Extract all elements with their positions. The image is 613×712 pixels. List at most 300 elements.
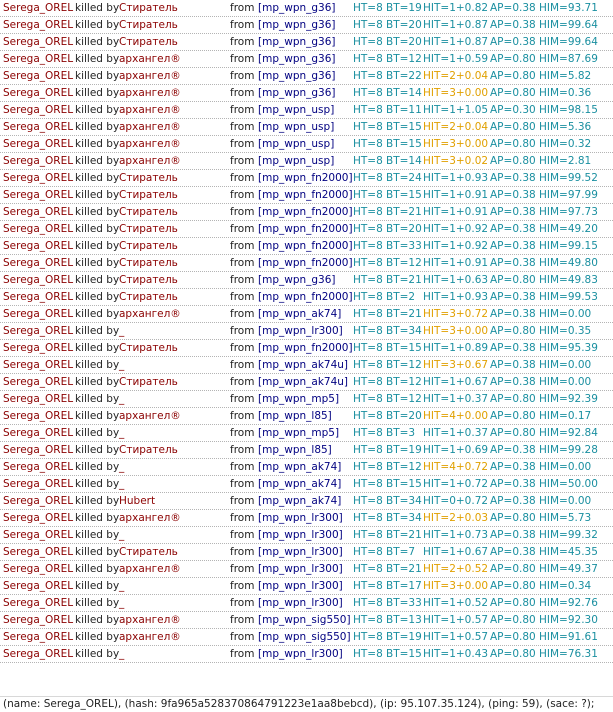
- hit-value: HIT=1+1.05: [423, 104, 489, 116]
- from-label: from: [230, 427, 255, 439]
- log-row: [0, 357, 613, 374]
- from-label: from: [230, 461, 255, 473]
- killer-name: Стиратель: [119, 376, 178, 388]
- killer-name: _: [119, 597, 125, 609]
- ap-value: AP=0.80: [490, 87, 536, 99]
- from-label: from: [230, 138, 255, 150]
- ht-value: HT=8: [353, 257, 383, 269]
- ht-value: HT=8: [353, 478, 383, 490]
- killed-by-label: killed by: [75, 240, 120, 252]
- weapon-name: [mp_wpn_l85]: [258, 444, 332, 456]
- log-row: [0, 595, 613, 612]
- him-value: HIM=0.00: [539, 461, 592, 473]
- weapon-name: [mp_wpn_ak74]: [258, 478, 342, 490]
- log-row: [0, 544, 613, 561]
- him-value: HIM=99.15: [539, 240, 598, 252]
- bt-value: BT=15: [386, 478, 422, 490]
- killer-name: Стиратель: [119, 291, 178, 303]
- from-label: from: [230, 546, 255, 558]
- him-value: HIM=5.36: [539, 121, 592, 133]
- hit-value: HIT=1+0.93: [423, 291, 489, 303]
- weapon-name: [mp_wpn_sig550]: [258, 631, 351, 643]
- victim-name: Serega_OREL: [3, 580, 74, 592]
- bt-value: BT=20: [386, 19, 422, 31]
- him-value: HIM=0.00: [539, 376, 592, 388]
- victim-name: Serega_OREL: [3, 597, 74, 609]
- him-value: HIM=99.53: [539, 291, 598, 303]
- killer-name: _: [119, 359, 125, 371]
- hit-value: HIT=1+0.73: [423, 529, 489, 541]
- log-row: [0, 272, 613, 289]
- ap-value: AP=0.38: [490, 189, 536, 201]
- ap-value: AP=0.38: [490, 2, 536, 14]
- him-value: HIM=0.00: [539, 495, 592, 507]
- weapon-name: [mp_wpn_g36]: [258, 2, 336, 14]
- victim-name: Serega_OREL: [3, 648, 74, 660]
- from-label: from: [230, 121, 255, 133]
- killer-name: Стиратель: [119, 206, 178, 218]
- log-row: [0, 34, 613, 51]
- weapon-name: [mp_wpn_l85]: [258, 410, 332, 422]
- killer-name: _: [119, 648, 125, 660]
- him-value: HIM=0.00: [539, 308, 592, 320]
- weapon-name: [mp_wpn_mp5]: [258, 427, 340, 439]
- ap-value: AP=0.80: [490, 512, 536, 524]
- ap-value: AP=0.38: [490, 172, 536, 184]
- hit-value: HIT=1+0.57: [423, 614, 489, 626]
- bt-value: BT=2: [386, 291, 416, 303]
- killed-by-label: killed by: [75, 172, 120, 184]
- killed-by-label: killed by: [75, 461, 120, 473]
- weapon-name: [mp_wpn_fn2000]: [258, 257, 353, 269]
- victim-name: Serega_OREL: [3, 121, 74, 133]
- him-value: HIM=93.71: [539, 2, 598, 14]
- log-row: [0, 323, 613, 340]
- killer-name: _: [119, 580, 125, 592]
- killed-by-label: killed by: [75, 529, 120, 541]
- hit-value: HIT=1+0.72: [423, 478, 489, 490]
- him-value: HIM=49.80: [539, 257, 598, 269]
- killer-name: Стиратель: [119, 223, 178, 235]
- killer-name: Стиратель: [119, 240, 178, 252]
- him-value: HIM=97.99: [539, 189, 598, 201]
- from-label: from: [230, 172, 255, 184]
- bt-value: BT=11: [386, 104, 422, 116]
- ht-value: HT=8: [353, 512, 383, 524]
- bt-value: BT=34: [386, 512, 422, 524]
- killed-by-label: killed by: [75, 274, 120, 286]
- ap-value: AP=0.38: [490, 495, 536, 507]
- weapon-name: [mp_wpn_lr300]: [258, 512, 343, 524]
- from-label: from: [230, 104, 255, 116]
- killed-by-label: killed by: [75, 308, 120, 320]
- victim-name: Serega_OREL: [3, 223, 74, 235]
- bt-value: BT=21: [386, 563, 422, 575]
- log-row: [0, 425, 613, 442]
- ht-value: HT=8: [353, 291, 383, 303]
- ht-value: HT=8: [353, 529, 383, 541]
- ht-value: HT=8: [353, 172, 383, 184]
- him-value: HIM=45.35: [539, 546, 598, 558]
- killer-name: архангел®: [119, 308, 181, 320]
- killer-name: архангел®: [119, 563, 181, 575]
- from-label: from: [230, 580, 255, 592]
- killer-name: Стиратель: [119, 2, 178, 14]
- ht-value: HT=8: [353, 410, 383, 422]
- victim-name: Serega_OREL: [3, 342, 74, 354]
- hit-value: HIT=1+0.37: [423, 393, 489, 405]
- bt-value: BT=12: [386, 376, 422, 388]
- victim-name: Serega_OREL: [3, 19, 74, 31]
- ht-value: HT=8: [353, 444, 383, 456]
- ap-value: AP=0.80: [490, 410, 536, 422]
- killed-by-label: killed by: [75, 393, 120, 405]
- bt-value: BT=19: [386, 2, 422, 14]
- log-row: [0, 459, 613, 476]
- killer-name: архангел®: [119, 121, 181, 133]
- from-label: from: [230, 308, 255, 320]
- ht-value: HT=8: [353, 597, 383, 609]
- from-label: from: [230, 478, 255, 490]
- victim-name: Serega_OREL: [3, 70, 74, 82]
- from-label: from: [230, 206, 255, 218]
- ht-value: HT=8: [353, 138, 383, 150]
- ht-value: HT=8: [353, 427, 383, 439]
- him-value: HIM=98.15: [539, 104, 598, 116]
- victim-name: Serega_OREL: [3, 206, 74, 218]
- log-row: [0, 136, 613, 153]
- him-value: HIM=97.73: [539, 206, 598, 218]
- ht-value: HT=8: [353, 189, 383, 201]
- ap-value: AP=0.80: [490, 155, 536, 167]
- hit-value: HIT=3+0.00: [423, 138, 489, 150]
- hit-value: HIT=1+0.67: [423, 376, 489, 388]
- from-label: from: [230, 648, 255, 660]
- weapon-name: [mp_wpn_mp5]: [258, 393, 340, 405]
- victim-name: Serega_OREL: [3, 53, 74, 65]
- ap-value: AP=0.38: [490, 308, 536, 320]
- killed-by-label: killed by: [75, 325, 120, 337]
- hit-value: HIT=4+0.72: [423, 461, 489, 473]
- bt-value: BT=12: [386, 359, 422, 371]
- victim-name: Serega_OREL: [3, 155, 74, 167]
- bt-value: BT=20: [386, 410, 422, 422]
- killed-by-label: killed by: [75, 257, 120, 269]
- hit-value: HIT=3+0.72: [423, 308, 489, 320]
- ap-value: AP=0.38: [490, 342, 536, 354]
- bt-value: BT=21: [386, 206, 422, 218]
- killed-by-label: killed by: [75, 155, 120, 167]
- bt-value: BT=21: [386, 529, 422, 541]
- him-value: HIM=91.61: [539, 631, 598, 643]
- weapon-name: [mp_wpn_g36]: [258, 53, 336, 65]
- killed-by-label: killed by: [75, 495, 120, 507]
- weapon-name: [mp_wpn_lr300]: [258, 325, 343, 337]
- hit-value: HIT=2+0.04: [423, 70, 489, 82]
- from-label: from: [230, 189, 255, 201]
- hit-value: HIT=3+0.67: [423, 359, 489, 371]
- victim-name: Serega_OREL: [3, 308, 74, 320]
- him-value: HIM=92.76: [539, 597, 598, 609]
- him-value: HIM=0.17: [539, 410, 592, 422]
- bt-value: BT=21: [386, 274, 422, 286]
- log-row: [0, 493, 613, 510]
- weapon-name: [mp_wpn_g36]: [258, 19, 336, 31]
- him-value: HIM=95.39: [539, 342, 598, 354]
- ht-value: HT=8: [353, 70, 383, 82]
- ap-value: AP=0.38: [490, 291, 536, 303]
- victim-name: Serega_OREL: [3, 512, 74, 524]
- ap-value: AP=0.38: [490, 359, 536, 371]
- from-label: from: [230, 614, 255, 626]
- killed-by-label: killed by: [75, 104, 120, 116]
- victim-name: Serega_OREL: [3, 614, 74, 626]
- killed-by-label: killed by: [75, 478, 120, 490]
- killer-name: архангел®: [119, 104, 181, 116]
- hit-value: HIT=2+0.04: [423, 121, 489, 133]
- ht-value: HT=8: [353, 53, 383, 65]
- killer-name: архангел®: [119, 631, 181, 643]
- ap-value: AP=0.80: [490, 597, 536, 609]
- hit-value: HIT=1+0.91: [423, 206, 489, 218]
- ap-value: AP=0.38: [490, 19, 536, 31]
- from-label: from: [230, 155, 255, 167]
- bt-value: BT=19: [386, 444, 422, 456]
- killed-by-label: killed by: [75, 359, 120, 371]
- log-row: [0, 238, 613, 255]
- weapon-name: [mp_wpn_g36]: [258, 87, 336, 99]
- from-label: from: [230, 495, 255, 507]
- ap-value: AP=0.80: [490, 53, 536, 65]
- killed-by-label: killed by: [75, 580, 120, 592]
- ht-value: HT=8: [353, 206, 383, 218]
- him-value: HIM=92.84: [539, 427, 598, 439]
- ap-value: AP=0.80: [490, 121, 536, 133]
- victim-name: Serega_OREL: [3, 104, 74, 116]
- weapon-name: [mp_wpn_usp]: [258, 155, 335, 167]
- bt-value: BT=14: [386, 87, 422, 99]
- log-row: [0, 340, 613, 357]
- log-row: [0, 17, 613, 34]
- bt-value: BT=20: [386, 223, 422, 235]
- log-row: [0, 68, 613, 85]
- killed-by-label: killed by: [75, 138, 120, 150]
- victim-name: Serega_OREL: [3, 478, 74, 490]
- log-row: [0, 306, 613, 323]
- ht-value: HT=8: [353, 87, 383, 99]
- bt-value: BT=22: [386, 70, 422, 82]
- log-row: [0, 255, 613, 272]
- ap-value: AP=0.80: [490, 274, 536, 286]
- weapon-name: [mp_wpn_ak74u]: [258, 359, 349, 371]
- him-value: HIM=5.73: [539, 512, 592, 524]
- killer-name: архангел®: [119, 53, 181, 65]
- victim-name: Serega_OREL: [3, 359, 74, 371]
- weapon-name: [mp_wpn_fn2000]: [258, 206, 353, 218]
- victim-name: Serega_OREL: [3, 257, 74, 269]
- killer-name: _: [119, 529, 125, 541]
- victim-name: Serega_OREL: [3, 631, 74, 643]
- weapon-name: [mp_wpn_lr300]: [258, 529, 343, 541]
- hit-value: HIT=1+0.67: [423, 546, 489, 558]
- bt-value: BT=34: [386, 325, 422, 337]
- bt-value: BT=15: [386, 121, 422, 133]
- bt-value: BT=15: [386, 189, 422, 201]
- killer-name: архангел®: [119, 410, 181, 422]
- killed-by-label: killed by: [75, 342, 120, 354]
- weapon-name: [mp_wpn_fn2000]: [258, 189, 353, 201]
- weapon-name: [mp_wpn_lr300]: [258, 597, 343, 609]
- hit-value: HIT=3+0.00: [423, 325, 489, 337]
- hit-value: HIT=1+0.92: [423, 223, 489, 235]
- bt-value: BT=12: [386, 257, 422, 269]
- weapon-name: [mp_wpn_sig550]: [258, 614, 351, 626]
- log-row: [0, 119, 613, 136]
- ht-value: HT=8: [353, 648, 383, 660]
- weapon-name: [mp_wpn_fn2000]: [258, 223, 353, 235]
- log-row: [0, 187, 613, 204]
- log-row: [0, 0, 613, 17]
- killed-by-label: killed by: [75, 291, 120, 303]
- bt-value: BT=14: [386, 155, 422, 167]
- killed-by-label: killed by: [75, 206, 120, 218]
- ap-value: AP=0.80: [490, 70, 536, 82]
- him-value: HIM=0.34: [539, 580, 592, 592]
- from-label: from: [230, 223, 255, 235]
- victim-name: Serega_OREL: [3, 274, 74, 286]
- hit-value: HIT=1+0.82: [423, 2, 489, 14]
- him-value: HIM=76.31: [539, 648, 598, 660]
- victim-name: Serega_OREL: [3, 36, 74, 48]
- from-label: from: [230, 325, 255, 337]
- weapon-name: [mp_wpn_ak74u]: [258, 376, 349, 388]
- log-row: [0, 170, 613, 187]
- bt-value: BT=17: [386, 580, 422, 592]
- victim-name: Serega_OREL: [3, 393, 74, 405]
- log-row: [0, 374, 613, 391]
- ht-value: HT=8: [353, 121, 383, 133]
- killer-name: архангел®: [119, 87, 181, 99]
- ht-value: HT=8: [353, 36, 383, 48]
- hit-value: HIT=0+0.72: [423, 495, 489, 507]
- killer-name: _: [119, 461, 125, 473]
- weapon-name: [mp_wpn_fn2000]: [258, 342, 353, 354]
- hit-value: HIT=2+0.52: [423, 563, 489, 575]
- killer-name: Стиратель: [119, 19, 178, 31]
- from-label: from: [230, 410, 255, 422]
- log-row: [0, 221, 613, 238]
- bt-value: BT=3: [386, 427, 416, 439]
- him-value: HIM=0.00: [539, 359, 592, 371]
- victim-name: Serega_OREL: [3, 291, 74, 303]
- hit-value: HIT=1+0.63: [423, 274, 489, 286]
- killed-by-label: killed by: [75, 189, 120, 201]
- log-row: [0, 527, 613, 544]
- hit-value: HIT=1+0.59: [423, 53, 489, 65]
- victim-name: Serega_OREL: [3, 546, 74, 558]
- ht-value: HT=8: [353, 19, 383, 31]
- from-label: from: [230, 2, 255, 14]
- killed-by-label: killed by: [75, 427, 120, 439]
- ht-value: HT=8: [353, 563, 383, 575]
- ht-value: HT=8: [353, 495, 383, 507]
- weapon-name: [mp_wpn_usp]: [258, 104, 335, 116]
- ap-value: AP=0.80: [490, 648, 536, 660]
- from-label: from: [230, 563, 255, 575]
- weapon-name: [mp_wpn_lr300]: [258, 546, 343, 558]
- ht-value: HT=8: [353, 359, 383, 371]
- bt-value: BT=12: [386, 53, 422, 65]
- from-label: from: [230, 512, 255, 524]
- ht-value: HT=8: [353, 104, 383, 116]
- killer-name: Стиратель: [119, 36, 178, 48]
- killer-name: архангел®: [119, 70, 181, 82]
- killed-by-label: killed by: [75, 546, 120, 558]
- from-label: from: [230, 19, 255, 31]
- ap-value: AP=0.80: [490, 393, 536, 405]
- hit-value: HIT=3+0.00: [423, 580, 489, 592]
- bt-value: BT=21: [386, 308, 422, 320]
- killed-by-label: killed by: [75, 223, 120, 235]
- ap-value: AP=0.80: [490, 138, 536, 150]
- ap-value: AP=0.80: [490, 614, 536, 626]
- from-label: from: [230, 393, 255, 405]
- him-value: HIM=87.69: [539, 53, 598, 65]
- killed-by-label: killed by: [75, 87, 120, 99]
- ap-value: AP=0.80: [490, 580, 536, 592]
- hit-value: HIT=1+0.91: [423, 189, 489, 201]
- ap-value: AP=0.38: [490, 376, 536, 388]
- ap-value: AP=0.38: [490, 546, 536, 558]
- hit-value: HIT=1+0.37: [423, 427, 489, 439]
- ht-value: HT=8: [353, 461, 383, 473]
- killed-by-label: killed by: [75, 631, 120, 643]
- killed-by-label: killed by: [75, 70, 120, 82]
- status-line: (name: Serega_OREL), (hash: 9fa965a528370864791223e1aa8bebcd), (ip: 95.107.35.124), (ping: 59), (sace: ?);: [0, 696, 613, 712]
- from-label: from: [230, 53, 255, 65]
- victim-name: Serega_OREL: [3, 444, 74, 456]
- hit-value: HIT=1+0.87: [423, 36, 489, 48]
- weapon-name: [mp_wpn_fn2000]: [258, 172, 353, 184]
- log-row: [0, 561, 613, 578]
- him-value: HIM=99.64: [539, 36, 598, 48]
- ap-value: AP=0.38: [490, 444, 536, 456]
- him-value: HIM=92.39: [539, 393, 598, 405]
- him-value: HIM=5.82: [539, 70, 592, 82]
- hit-value: HIT=3+0.00: [423, 87, 489, 99]
- hit-value: HIT=1+0.43: [423, 648, 489, 660]
- killed-by-label: killed by: [75, 376, 120, 388]
- victim-name: Serega_OREL: [3, 410, 74, 422]
- him-value: HIM=99.32: [539, 529, 598, 541]
- ht-value: HT=8: [353, 155, 383, 167]
- ht-value: HT=8: [353, 580, 383, 592]
- killed-by-label: killed by: [75, 563, 120, 575]
- killed-by-label: killed by: [75, 53, 120, 65]
- from-label: from: [230, 274, 255, 286]
- weapon-name: [mp_wpn_fn2000]: [258, 291, 353, 303]
- weapon-name: [mp_wpn_ak74]: [258, 308, 342, 320]
- hit-value: HIT=1+0.52: [423, 597, 489, 609]
- log-row: [0, 408, 613, 425]
- log-row: [0, 153, 613, 170]
- hit-value: HIT=4+0.00: [423, 410, 489, 422]
- him-value: HIM=99.52: [539, 172, 598, 184]
- ap-value: AP=0.38: [490, 36, 536, 48]
- killed-by-label: killed by: [75, 444, 120, 456]
- ap-value: AP=0.38: [490, 240, 536, 252]
- from-label: from: [230, 291, 255, 303]
